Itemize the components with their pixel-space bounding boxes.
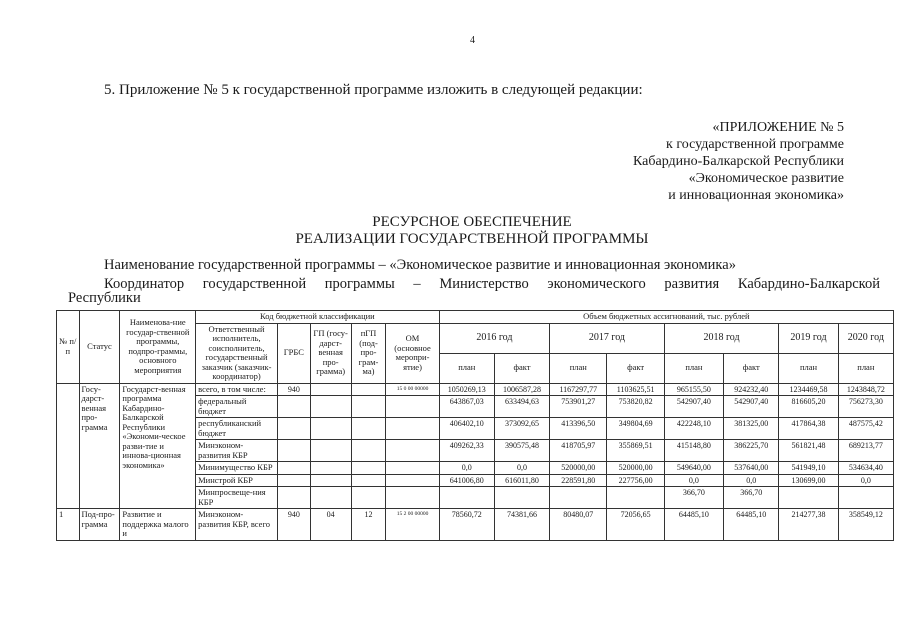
- coordinator-line-continued: Республики: [68, 290, 141, 306]
- row-pgp: [351, 418, 386, 440]
- row-pgp: [351, 396, 386, 418]
- value-cell: 1167297,77: [550, 383, 607, 396]
- row-grbs: 940: [277, 383, 310, 396]
- value-cell: [838, 487, 893, 509]
- fact-header: факт: [724, 353, 779, 383]
- row-gp: [310, 396, 351, 418]
- fact-header: факт: [607, 353, 664, 383]
- row-responsible: Минимущество КБР: [196, 462, 278, 475]
- value-cell: [550, 487, 607, 509]
- value-cell: 349804,69: [607, 418, 664, 440]
- appendix-line-5: и инновационная экономика»: [668, 188, 844, 203]
- row-responsible: Минэконом-развития КБР, всего: [196, 509, 278, 541]
- col-status-header: Статус: [79, 311, 120, 384]
- value-cell: 965155,50: [664, 383, 723, 396]
- row-om: [386, 487, 439, 509]
- appendix-line-1: «ПРИЛОЖЕНИЕ № 5: [712, 120, 844, 135]
- value-cell: 64485,10: [664, 509, 723, 541]
- appendix-header: [524, 119, 844, 204]
- row-gp: [310, 462, 351, 475]
- appendix-line-2: к государственной программе: [666, 137, 844, 152]
- value-cell: 641006,80: [439, 474, 494, 487]
- value-cell: 406402,10: [439, 418, 494, 440]
- value-cell: 228591,80: [550, 474, 607, 487]
- value-cell: 616011,80: [494, 474, 549, 487]
- value-cell: 0,0: [664, 474, 723, 487]
- value-cell: 537640,00: [724, 462, 779, 475]
- year-2020-header: 2020 год: [838, 323, 893, 353]
- block1-num: [57, 383, 80, 509]
- value-cell: 753901,27: [550, 396, 607, 418]
- value-cell: 542907,40: [724, 396, 779, 418]
- value-cell: 214277,38: [779, 509, 838, 541]
- row-om: [386, 440, 439, 462]
- row-pgp: 12: [351, 509, 386, 541]
- value-cell: 689213,77: [838, 440, 893, 462]
- row-om: 15 2 00 00000: [386, 509, 439, 541]
- block2-num: 1: [57, 509, 80, 541]
- value-cell: 753820,82: [607, 396, 664, 418]
- row-grbs: [277, 462, 310, 475]
- value-cell: 0,0: [724, 474, 779, 487]
- value-cell: 0,0: [494, 462, 549, 475]
- row-grbs: [277, 396, 310, 418]
- block2-status: Под-про-грамма: [79, 509, 120, 541]
- row-om: [386, 462, 439, 475]
- document-title: [0, 214, 904, 248]
- value-cell: 413396,50: [550, 418, 607, 440]
- plan-header: план: [838, 353, 893, 383]
- value-cell: 415148,80: [664, 440, 723, 462]
- budget-volume-header: Объем бюджетных ассигнований, тыс. рублей: [439, 311, 893, 324]
- page-number: 4: [470, 35, 475, 46]
- row-responsible: Минстрой КБР: [196, 474, 278, 487]
- value-cell: 355869,51: [607, 440, 664, 462]
- value-cell: 0,0: [439, 462, 494, 475]
- value-cell: 534634,40: [838, 462, 893, 475]
- row-om: [386, 396, 439, 418]
- value-cell: 1050269,13: [439, 383, 494, 396]
- value-cell: 633494,63: [494, 396, 549, 418]
- value-cell: 373092,65: [494, 418, 549, 440]
- col-responsible-header: Ответственный исполнитель, соисполнитель, государственный заказчик (заказчик-координатор): [196, 323, 278, 383]
- appendix-line-3: Кабардино-Балкарской Республики: [633, 154, 844, 169]
- intro-paragraph: 5. Приложение № 5 к государственной программе изложить в следующей редакции:: [104, 82, 643, 98]
- row-pgp: [351, 487, 386, 509]
- fact-header: факт: [494, 353, 549, 383]
- value-cell: 816605,20: [779, 396, 838, 418]
- value-cell: 756273,30: [838, 396, 893, 418]
- budget-code-header: Код бюджетной классификации: [196, 311, 440, 324]
- block1-status: Госу-дарст-венная про-грамма: [79, 383, 120, 509]
- row-gp: [310, 474, 351, 487]
- value-cell: 227756,00: [607, 474, 664, 487]
- row-pgp: [351, 474, 386, 487]
- row-responsible: федеральный бюджет: [196, 396, 278, 418]
- row-grbs: [277, 440, 310, 462]
- value-cell: 542907,40: [664, 396, 723, 418]
- row-responsible: Минэконом-развития КБР: [196, 440, 278, 462]
- col-num-header: № п/п: [57, 311, 80, 384]
- coordinator-line: Координатор государственной программы – Министерство экономического развития Кабардино-Балкарской: [104, 276, 880, 292]
- appendix-line-4: «Экономическое развитие: [688, 171, 844, 186]
- value-cell: 487575,42: [838, 418, 893, 440]
- value-cell: 1234469,58: [779, 383, 838, 396]
- value-cell: 643867,03: [439, 396, 494, 418]
- value-cell: 418705,97: [550, 440, 607, 462]
- value-cell: 130699,00: [779, 474, 838, 487]
- plan-header: план: [779, 353, 838, 383]
- value-cell: [779, 487, 838, 509]
- col-pgp-header: пГП (под-про-грам-ма): [351, 323, 386, 383]
- row-om: [386, 418, 439, 440]
- year-2017-header: 2017 год: [550, 323, 665, 353]
- block2-name: Развитие и поддержка малого и: [120, 509, 196, 541]
- table-row: [57, 509, 894, 541]
- value-cell: 520000,00: [607, 462, 664, 475]
- value-cell: 381325,00: [724, 418, 779, 440]
- row-pgp: [351, 383, 386, 396]
- year-2016-header: 2016 год: [439, 323, 550, 353]
- value-cell: 74381,66: [494, 509, 549, 541]
- col-grbs-header: ГРБС: [277, 323, 310, 383]
- title-line-1: РЕСУРСНОЕ ОБЕСПЕЧЕНИЕ: [372, 214, 572, 230]
- plan-header: план: [550, 353, 607, 383]
- col-om-header: ОМ (основное меропри-ятие): [386, 323, 439, 383]
- value-cell: 0,0: [838, 474, 893, 487]
- row-grbs: 940: [277, 509, 310, 541]
- row-responsible: всего, в том числе:: [196, 383, 278, 396]
- value-cell: 1103625,51: [607, 383, 664, 396]
- value-cell: 366,70: [664, 487, 723, 509]
- value-cell: 924232,40: [724, 383, 779, 396]
- row-gp: [310, 383, 351, 396]
- year-2019-header: 2019 год: [779, 323, 838, 353]
- row-grbs: [277, 418, 310, 440]
- row-grbs: [277, 474, 310, 487]
- value-cell: 541949,10: [779, 462, 838, 475]
- plan-header: план: [439, 353, 494, 383]
- row-om: [386, 474, 439, 487]
- row-gp: [310, 440, 351, 462]
- header-row-1: [57, 311, 894, 324]
- value-cell: 417864,38: [779, 418, 838, 440]
- plan-header: план: [664, 353, 723, 383]
- row-pgp: [351, 462, 386, 475]
- value-cell: 72056,65: [607, 509, 664, 541]
- row-pgp: [351, 440, 386, 462]
- value-cell: 390575,48: [494, 440, 549, 462]
- year-2018-header: 2018 год: [664, 323, 779, 353]
- row-gp: [310, 418, 351, 440]
- value-cell: 561821,48: [779, 440, 838, 462]
- col-gp-header: ГП (госу-дарст-венная про-грамма): [310, 323, 351, 383]
- value-cell: 64485,10: [724, 509, 779, 541]
- value-cell: 409262,33: [439, 440, 494, 462]
- table-row: [57, 383, 894, 396]
- row-responsible: Минпросвеще-ния КБР: [196, 487, 278, 509]
- row-om: 15 0 00 00000: [386, 383, 439, 396]
- value-cell: 386225,70: [724, 440, 779, 462]
- row-responsible: республиканский бюджет: [196, 418, 278, 440]
- value-cell: 1243848,72: [838, 383, 893, 396]
- value-cell: [607, 487, 664, 509]
- value-cell: 1006587,28: [494, 383, 549, 396]
- col-name-header: Наименова-ние государ-ственной программы, подпро-граммы, основного мероприятия: [120, 311, 196, 384]
- block1-name: Государст-венная программа Кабардино-Балкарской Республики «Экономи-ческое разви-тие и иннова-ционная экономика»: [120, 383, 196, 509]
- row-grbs: [277, 487, 310, 509]
- value-cell: 358549,12: [838, 509, 893, 541]
- row-gp: 04: [310, 509, 351, 541]
- row-gp: [310, 487, 351, 509]
- title-line-2: РЕАЛИЗАЦИИ ГОСУДАРСТВЕННОЙ ПРОГРАММЫ: [295, 231, 649, 247]
- value-cell: 80480,07: [550, 509, 607, 541]
- value-cell: 422248,10: [664, 418, 723, 440]
- resource-table: [56, 310, 894, 541]
- value-cell: 520000,00: [550, 462, 607, 475]
- value-cell: 366,70: [724, 487, 779, 509]
- program-name: Наименование государственной программы – «Экономическое развитие и инновационная экономика»: [104, 257, 736, 273]
- value-cell: [494, 487, 549, 509]
- value-cell: [439, 487, 494, 509]
- value-cell: 549640,00: [664, 462, 723, 475]
- value-cell: 78560,72: [439, 509, 494, 541]
